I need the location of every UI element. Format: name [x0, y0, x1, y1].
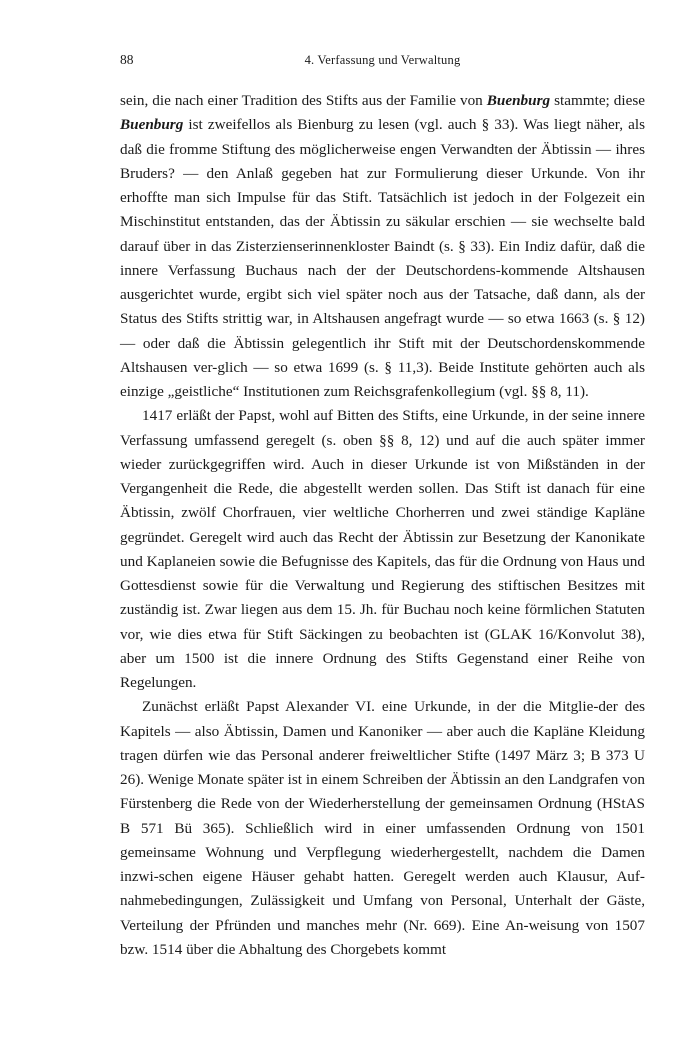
running-head	[120, 52, 645, 72]
text-segment: Zunächst erläßt Papst Alexander VI. eine Urkunde, in der die Mitglie-der des Kapitels — also Äbtissin, Damen und Kanoniker — aber auch die Kapläne Kleidung tragen dürfen wie das Personal anderer freiweltlicher Stifte (1497 März 3; B 373 U 26). Wenige Monate später ist in einem Schreiben der Äbtissin an den Landgrafen von Fürstenberg die Rede von der Wiederherstellung der gemeinsamen Ordnung (HStAS B 571 Bü 365). Schließlich wird in einer umfassenden Ordnung von 1501 gemeinsame Wohnung und Verpflegung wiederhergestellt, nachdem die Damen inzwi-schen eigene Häuser gehabt hatten. Geregelt werden auch Klausur, Auf-nahmebedingungen, Zulässigkeit und Umfang von Personal, Unterhalt der Gäste, Verteilung der Pfründen und manches mehr (Nr. 669). Eine An-weisung von 1507 bzw. 1514 über die Abhaltung des Chorgebets kommt	[120, 698, 645, 958]
text-segment: sein, die nach einer Tradition des Stifts aus der Familie von	[120, 92, 487, 109]
text-segment: 1417 erläßt der Papst, wohl auf Bitten des Stifts, eine Urkunde, in der seine innere Verfassung umfassend geregelt (s. oben §§ 8, 12) und auf die auch später immer wieder zurückgegriffen wird. Auch in dieser Urkunde ist von Mißständen in der Vergangenheit die Rede, die abgestellt werden sollen. Das Stift ist danach für eine Äbtissin, zwölf Chorfrauen, vier weltliche Chorherren und zwei ständige Kapläne gegründet. Geregelt wird auch das Recht der Äbtissin zur Besetzung der Kanonikate und Kaplaneien sowie die Befugnisse des Kapitels, das für die Ordnung von Haus und Gottesdienst sowie für die Verwaltung und Regierung des stiftischen Besitzes mit zuständig ist. Zwar liegen aus dem 15. Jh. für Buchau noch keine förmlichen Statuten vor, wie dies etwa für Stift Säckingen zu beobachten ist (GLAK 16/Konvolut 38), aber um 1500 ist die innere Ordnung des Stifts Gegenstand einer Reihe von Regelungen.	[120, 407, 645, 691]
paragraph	[120, 695, 645, 962]
text-segment: stammte; diese	[550, 92, 645, 109]
chapter-title: 4. Verfassung und Verwaltung	[304, 53, 461, 67]
page-number: 88	[120, 52, 134, 67]
emphasized-name: Buenburg	[486, 92, 551, 109]
emphasized-name: Buenburg	[120, 116, 184, 134]
body-text	[120, 89, 645, 962]
text-segment: ist zweifellos als Bienburg zu lesen (vgl. auch § 33). Was liegt näher, als daß die fromme Stiftung des möglicherweise engen Verwandten der Äbtissin — ihres Bruders? — den Anlaß gegeben hat zur Formulierung dieser Urkunde. Von ihr erhoffte man sich Impulse für das Stift. Tatsächlich ist jedoch in der Folgezeit ein Mischinstitut entstanden, das der Äbtissin zu säkular erschien — sie wechselte bald darauf über in das Zisterzienserinnenkloster Baindt (s. § 33). Ein Indiz dafür, daß die innere Verfassung Buchaus nach der der Deutschordens-kommende Altshausen ausgerichtet wurde, ergibt sich viel später noch aus der Tatsache, daß dann, als der Status des Stifts strittig war, in Altshausen angefragt wurde — so etwa 1663 (s. § 12) — oder daß die Äbtissin gelegentlich ihr Stift mit der Deutschordenskommende Altshausen ver-glich — so etwa 1699 (s. § 11,3). Beide Institute gehörten auch als einzige „geistliche“ Institutionen zum Reichsgrafenkollegium (vgl. §§ 8, 11).	[120, 116, 645, 400]
paragraph	[120, 404, 645, 695]
paragraph	[120, 89, 645, 404]
